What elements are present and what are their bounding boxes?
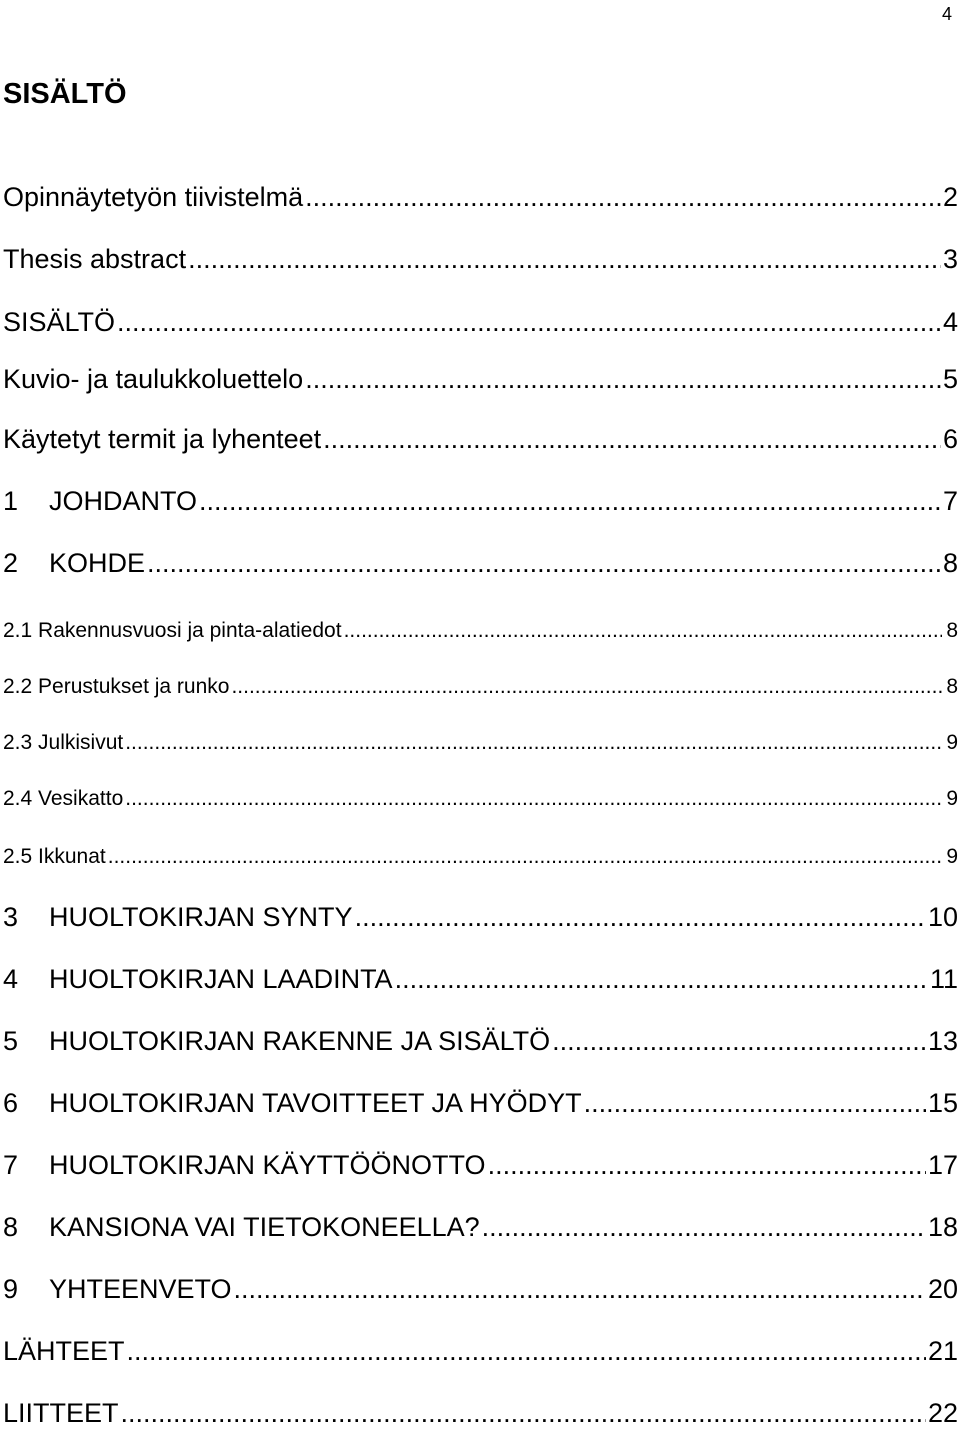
toc-entry[interactable] xyxy=(3,359,958,399)
toc-entry[interactable] xyxy=(3,302,958,342)
toc-entry[interactable] xyxy=(3,840,958,874)
toc-dot-leader xyxy=(488,1145,926,1185)
toc-entry-number: 2 xyxy=(3,548,19,578)
toc-entry[interactable] xyxy=(3,726,958,760)
toc-entry-page: 9 xyxy=(946,787,958,810)
toc-entry-title: KANSIONA VAI TIETOKONEELLA? xyxy=(49,1212,480,1242)
toc-entry-page: 11 xyxy=(929,964,958,994)
toc-dot-leader xyxy=(305,359,941,399)
toc-entry-title: HUOLTOKIRJAN LAADINTA xyxy=(49,964,393,994)
toc-entry[interactable] xyxy=(3,897,958,937)
toc-entry[interactable] xyxy=(3,782,958,816)
toc-entry-page: 7 xyxy=(942,486,958,516)
toc-entry-number: 1 xyxy=(3,486,19,516)
toc-entry-number: 5 xyxy=(3,1026,19,1056)
toc-entry-page: 13 xyxy=(927,1026,958,1056)
toc-dot-leader xyxy=(231,670,942,704)
toc-entry[interactable] xyxy=(3,1021,958,1061)
toc-entry-page: 22 xyxy=(927,1398,958,1428)
toc-entry-title: HUOLTOKIRJAN RAKENNE JA SISÄLTÖ xyxy=(49,1026,551,1056)
toc-entry-title: JOHDANTO xyxy=(49,486,198,516)
toc-dot-leader xyxy=(355,897,926,937)
toc-entry-page: 9 xyxy=(946,731,958,754)
toc-entry-title: 2.2 Perustukset ja runko xyxy=(3,675,230,698)
toc-dot-leader xyxy=(395,959,928,999)
toc-dot-leader xyxy=(125,782,942,816)
toc-entry-title: Käytetyt termit ja lyhenteet xyxy=(3,424,322,454)
toc-dot-leader xyxy=(188,239,941,279)
toc-dot-leader xyxy=(344,614,942,648)
toc-entry-page: 2 xyxy=(942,182,958,212)
toc-entry-title: 2.4 Vesikatto xyxy=(3,787,124,810)
toc-dot-leader xyxy=(127,1331,926,1371)
toc-entry[interactable] xyxy=(3,481,958,521)
toc-entry[interactable] xyxy=(3,1207,958,1247)
toc-entry-page: 17 xyxy=(927,1150,958,1180)
toc-entry-page: 8 xyxy=(946,675,958,698)
toc-entry-title: LIITTEET xyxy=(3,1398,119,1428)
toc-entry-title: HUOLTOKIRJAN SYNTY xyxy=(49,902,353,932)
toc-entry-number: 9 xyxy=(3,1274,19,1304)
toc-entry-page: 15 xyxy=(927,1088,958,1118)
toc-entry[interactable] xyxy=(3,670,958,704)
toc-entry-title: 2.3 Julkisivut xyxy=(3,731,124,754)
toc-entry-page: 9 xyxy=(946,845,958,868)
toc-entry[interactable] xyxy=(3,543,958,583)
toc-entry-page: 5 xyxy=(942,364,958,394)
toc-heading: SISÄLTÖ xyxy=(3,78,127,110)
toc-entry[interactable] xyxy=(3,177,958,217)
toc-entry-title: LÄHTEET xyxy=(3,1336,125,1366)
toc-dot-leader xyxy=(584,1083,926,1123)
toc-entry-page: 6 xyxy=(942,424,958,454)
toc-dot-leader xyxy=(108,840,942,874)
toc-entry-page: 8 xyxy=(942,548,958,578)
toc-entry-title: SISÄLTÖ xyxy=(3,307,116,337)
toc-dot-leader xyxy=(125,726,942,760)
toc-entry[interactable] xyxy=(3,1145,958,1185)
toc-entry[interactable] xyxy=(3,239,958,279)
toc-entry[interactable] xyxy=(3,959,958,999)
toc-dot-leader xyxy=(323,419,941,459)
toc-entry-page: 18 xyxy=(927,1212,958,1242)
toc-entry-title: Thesis abstract xyxy=(3,244,187,274)
toc-entry-title: KOHDE xyxy=(49,548,146,578)
toc-dot-leader xyxy=(117,302,941,342)
toc-entry-number: 3 xyxy=(3,902,19,932)
toc-entry[interactable] xyxy=(3,1269,958,1309)
toc-entry-title: HUOLTOKIRJAN TAVOITTEET JA HYÖDYT xyxy=(49,1088,582,1118)
toc-entry-page: 20 xyxy=(927,1274,958,1304)
toc-entry-number: 7 xyxy=(3,1150,19,1180)
toc-entry-page: 3 xyxy=(942,244,958,274)
toc-entry-page: 21 xyxy=(927,1336,958,1366)
toc-entry[interactable] xyxy=(3,419,958,459)
toc-entry-title: Opinnäytetyön tiivistelmä xyxy=(3,182,304,212)
toc-entry-number: 6 xyxy=(3,1088,19,1118)
toc-dot-leader xyxy=(147,543,941,583)
toc-entry-title: YHTEENVETO xyxy=(49,1274,232,1304)
toc-entry[interactable] xyxy=(3,1331,958,1371)
toc-entry-page: 8 xyxy=(946,619,958,642)
toc-entry-title: Kuvio- ja taulukkoluettelo xyxy=(3,364,304,394)
page-number: 4 xyxy=(941,4,952,24)
toc-dot-leader xyxy=(234,1269,926,1309)
toc-entry-title: 2.1 Rakennusvuosi ja pinta-alatiedot xyxy=(3,619,342,642)
toc-entry[interactable] xyxy=(3,614,958,648)
toc-dot-leader xyxy=(305,177,941,217)
toc-dot-leader xyxy=(199,481,941,521)
toc-dot-leader xyxy=(552,1021,926,1061)
toc-entry-number: 8 xyxy=(3,1212,19,1242)
toc-entry[interactable] xyxy=(3,1393,958,1433)
toc-entry-number: 4 xyxy=(3,964,19,994)
toc-entry[interactable] xyxy=(3,1083,958,1123)
toc-dot-leader xyxy=(121,1393,926,1433)
toc-entry-page: 10 xyxy=(927,902,958,932)
toc-entry-page: 4 xyxy=(942,307,958,337)
toc-entry-title: HUOLTOKIRJAN KÄYTTÖÖNOTTO xyxy=(49,1150,486,1180)
toc-dot-leader xyxy=(482,1207,926,1247)
toc-entry-title: 2.5 Ikkunat xyxy=(3,845,106,868)
